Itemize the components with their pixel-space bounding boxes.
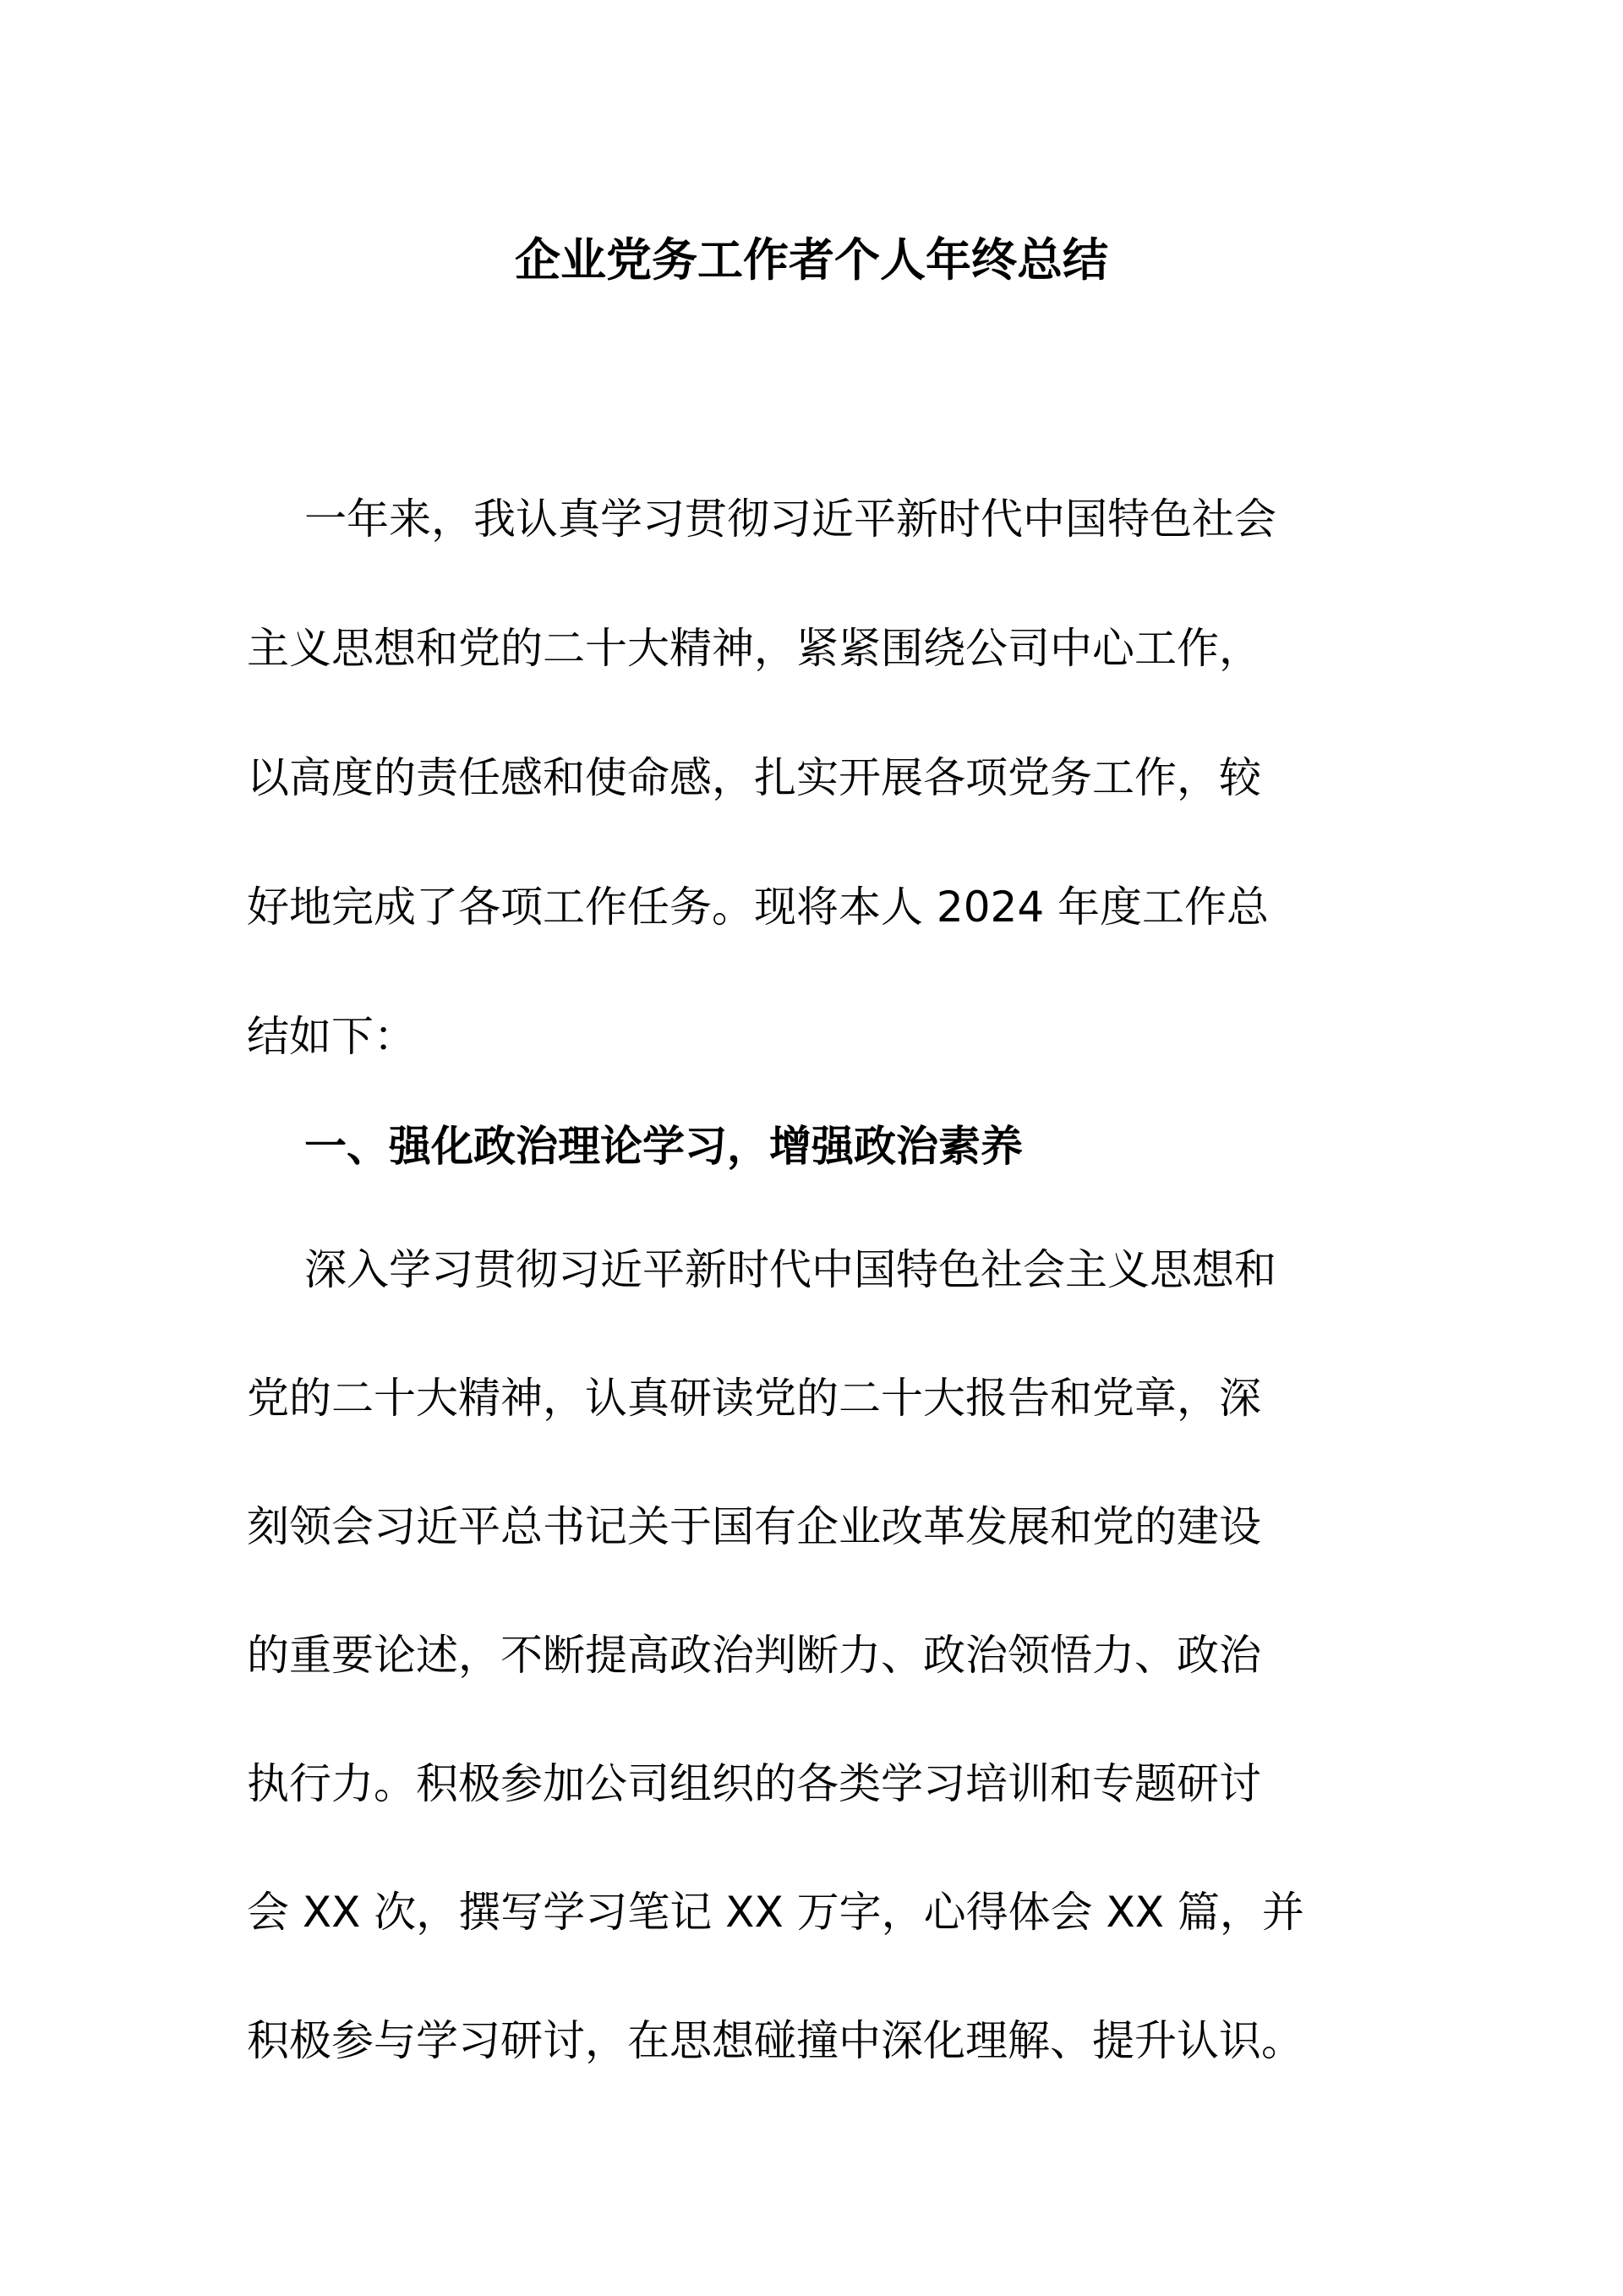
section-line: 深入学习贯彻习近平新时代中国特色社会主义思想和 [304, 1245, 1276, 1294]
section-line: 的重要论述，不断提高政治判断力、政治领悟力、政治 [247, 1631, 1261, 1680]
intro-line: 一年来，我认真学习贯彻习近平新时代中国特色社会 [304, 495, 1276, 544]
section-line: 会 XX 次，撰写学习笔记 XX 万字，心得体会 XX 篇，并 [247, 1888, 1304, 1937]
section-line: 党的二十大精神，认真研读党的二十大报告和党章，深 [247, 1374, 1261, 1423]
intro-line: 结如下： [247, 1012, 416, 1061]
section-line: 积极参与学习研讨，在思想碰撞中深化理解、提升认识。 [247, 2016, 1303, 2065]
section-line: 刻领会习近平总书记关于国有企业改革发展和党的建设 [247, 1502, 1261, 1551]
section-line: 执行力。积极参加公司组织的各类学习培训和专题研讨 [247, 1759, 1261, 1808]
document-title: 企业党务工作者个人年终总结 [515, 233, 1108, 287]
intro-line: 以高度的责任感和使命感，扎实开展各项党务工作，较 [247, 753, 1261, 802]
intro-line: 主义思想和党的二十大精神，紧紧围绕公司中心工作， [247, 624, 1261, 673]
intro-line: 好地完成了各项工作任务。现将本人 2024 年度工作总 [247, 883, 1270, 932]
section-heading: 一、强化政治理论学习，增强政治素养 [304, 1122, 1023, 1171]
